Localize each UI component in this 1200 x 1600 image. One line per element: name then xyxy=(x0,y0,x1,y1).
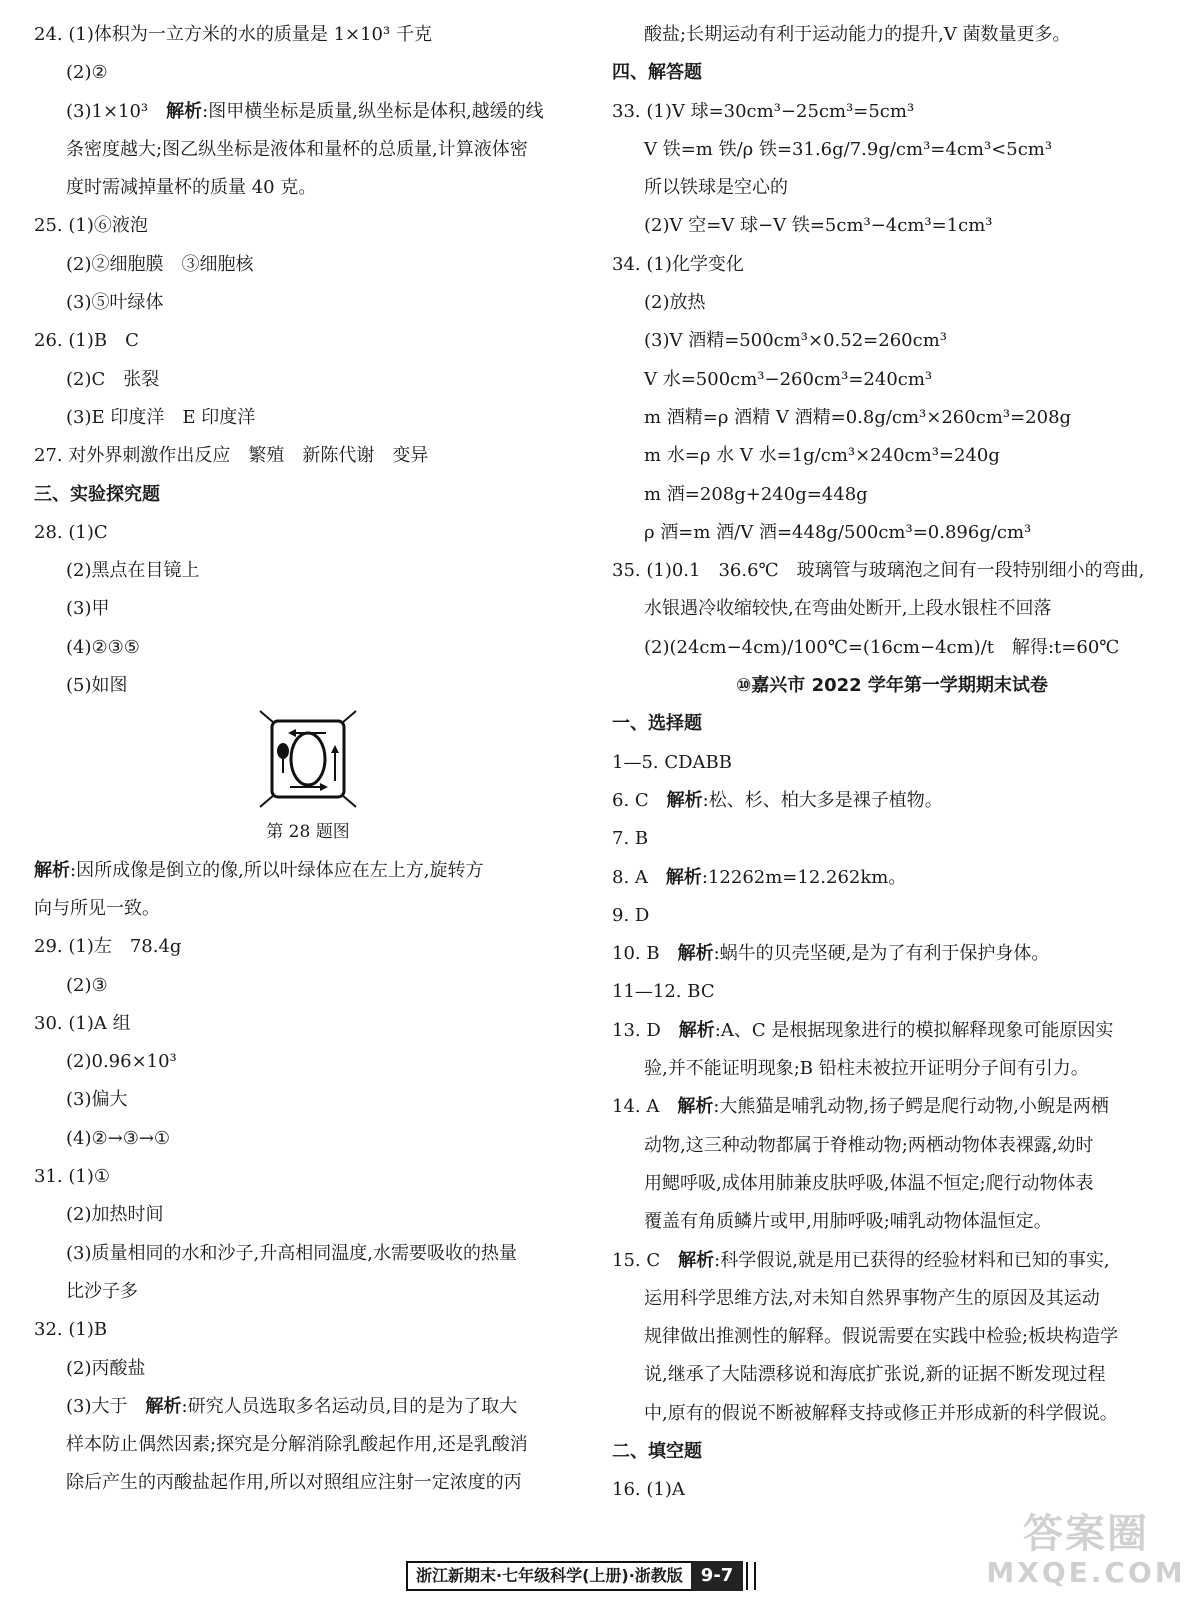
answer-line: (2)③ xyxy=(66,974,108,996)
answer-line: m 酒=208g+240g=448g xyxy=(644,483,868,505)
answer-line: 8. A 解析:12262m=12.262km。 xyxy=(612,866,907,888)
answer-line: 比沙子多 xyxy=(66,1280,138,1302)
answer-line: 13. D 解析:A、C 是根据现象进行的模拟解释现象可能原因实 xyxy=(612,1019,1114,1041)
section-heading: 二、填空题 xyxy=(612,1440,702,1462)
answer-line: (2)丙酸盐 xyxy=(66,1357,146,1379)
right-column xyxy=(612,16,1172,1510)
analysis-label: 解析 xyxy=(678,1249,715,1271)
answer-line: (2)② xyxy=(66,62,108,84)
answer-line: (3)V 酒精=500cm³×0.52=260cm³ xyxy=(644,330,947,352)
answer-line: 7. B xyxy=(612,828,649,850)
watermark-url: MXQE.COM xyxy=(986,1556,1186,1589)
analysis-label: 解析 xyxy=(145,1395,182,1417)
answer-line: 27. 对外界刺激作出反应 繁殖 新陈代谢 变异 xyxy=(34,445,429,467)
analysis-label: 解析 xyxy=(34,859,70,881)
answer-line: 说,继承了大陆漂移说和海底扩张说,新的证据不断发现过程 xyxy=(644,1364,1106,1386)
answer-line: m 酒精=ρ 酒精 V 酒精=0.8g/cm³×260cm³=208g xyxy=(644,406,1072,428)
answer-line: 35. (1)0.1 36.6℃ 玻璃管与玻璃泡之间有一段特别细小的弯曲, xyxy=(612,560,1145,582)
answer-line: (2)黑点在目镜上 xyxy=(66,560,200,582)
answer-line: 样本防止偶然因素;探究是分解消除乳酸起作用,还是乳酸消 xyxy=(66,1434,528,1456)
answer-line: (2)C 张裂 xyxy=(66,368,160,390)
answer-line: (2)加热时间 xyxy=(66,1204,164,1226)
answer-line: (2)放热 xyxy=(644,292,706,314)
footer-decoration xyxy=(746,1562,756,1590)
answer-line: 11—12. BC xyxy=(612,981,715,1003)
answer-line: 所以铁球是空心的 xyxy=(644,177,788,199)
answer-line: (2)(24cm−4cm)/100℃=(16cm−4cm)/t 解得:t=60℃ xyxy=(644,636,1120,658)
analysis-label: 解析 xyxy=(677,1096,714,1118)
answer-line: (3)大于 解析:研究人员选取多名运动员,目的是为了取大 xyxy=(66,1395,518,1417)
section-heading: 四、解答题 xyxy=(612,62,702,84)
answer-line: 条密度越大;图乙纵坐标是液体和量杯的总质量,计算液体密 xyxy=(66,138,528,160)
answer-line: ρ 酒=m 酒/V 酒=448g/500cm³=0.896g/cm³ xyxy=(644,521,1032,543)
answer-line: 33. (1)V 球=30cm³−25cm³=5cm³ xyxy=(612,100,915,122)
watermark-logo-text: 答案圈 xyxy=(1023,1511,1149,1557)
answer-line: 16. (1)A xyxy=(612,1479,685,1501)
answer-line: (4)②③⑤ xyxy=(66,636,140,658)
answer-line: 解析:因所成像是倒立的像,所以叶绿体应在左上方,旋转方 xyxy=(34,859,484,881)
answer-line: 29. (1)左 78.4g xyxy=(34,936,182,958)
analysis-label: 解析 xyxy=(677,943,714,965)
section-heading: 三、实验探究题 xyxy=(34,483,160,505)
answer-line: 26. (1)B C xyxy=(34,330,139,352)
answer-line: 31. (1)① xyxy=(34,1166,110,1188)
answer-line: 规律做出推测性的解释。假说需要在实践中检验;板块构造学 xyxy=(644,1326,1119,1348)
answer-line: (3)质量相同的水和沙子,升高相同温度,水需要吸收的热量 xyxy=(66,1242,517,1264)
answer-line: 向与所见一致。 xyxy=(34,897,160,919)
answer-line: 动物,这三种动物都属于脊椎动物;两栖动物体表裸露,幼时 xyxy=(644,1134,1094,1156)
answer-line: 度时需减掉量杯的质量 40 克。 xyxy=(66,177,317,199)
answer-line: 9. D xyxy=(612,904,650,926)
answer-line: (2)②细胞膜 ③细胞核 xyxy=(66,253,254,275)
left-column xyxy=(34,16,582,1503)
answer-line: (5)如图 xyxy=(66,675,128,697)
analysis-label: 解析 xyxy=(665,866,702,888)
answer-line: 24. (1)体积为一立方米的水的质量是 1×10³ 千克 xyxy=(34,24,432,45)
page-number: 9-7 xyxy=(691,1561,744,1591)
section-heading: 一、选择题 xyxy=(612,713,702,735)
microscope-view-figure xyxy=(34,705,582,813)
answer-line: 验,并不能证明现象;B 铅柱未被拉开证明分子间有引力。 xyxy=(644,1058,1089,1080)
answer-line: (3)偏大 xyxy=(66,1089,128,1111)
answer-line: 用鳃呼吸,成体用肺兼皮肤呼吸,体温不恒定;爬行动物体表 xyxy=(644,1172,1094,1194)
answer-line: 覆盖有角质鳞片或甲,用肺呼吸;哺乳动物体温恒定。 xyxy=(644,1211,1052,1233)
answer-line: 1—5. CDABB xyxy=(612,751,733,773)
answer-line: 中,原有的假说不断被解释支持或修正并形成新的科学假说。 xyxy=(644,1402,1118,1424)
answer-line: (3)⑤叶绿体 xyxy=(66,292,164,314)
answer-line: (4)②→③→① xyxy=(66,1127,171,1149)
answer-line: (2)V 空=V 球−V 铁=5cm³−4cm³=1cm³ xyxy=(644,215,993,237)
answer-line: m 水=ρ 水 V 水=1g/cm³×240cm³=240g xyxy=(644,445,1000,467)
answer-line: (3)甲 xyxy=(66,598,110,620)
footer-book-title: 浙江新期末·七年级科学(上册)·浙教版 xyxy=(406,1561,691,1591)
answer-line: 14. A 解析:大熊猫是哺乳动物,扬子鳄是爬行动物,小鲵是两栖 xyxy=(612,1096,1109,1118)
answer-line: 10. B 解析:蜗牛的贝壳坚硬,是为了有利于保护身体。 xyxy=(612,943,1050,965)
exam-title: ⑩嘉兴市 2022 学年第一学期期末试卷 xyxy=(736,675,1048,697)
microscope-view-diagram xyxy=(258,707,358,811)
answer-line: 28. (1)C xyxy=(34,521,108,543)
answer-line: 32. (1)B xyxy=(34,1319,108,1341)
answer-line: 30. (1)A 组 xyxy=(34,1012,131,1034)
answer-line: V 铁=m 铁/ρ 铁=31.6g/7.9g/cm³=4cm³<5cm³ xyxy=(644,138,1053,160)
answer-line: 运用科学思维方法,对未知自然界事物产生的原因及其运动 xyxy=(644,1287,1100,1309)
page-footer xyxy=(406,1561,756,1591)
analysis-label: 解析 xyxy=(166,100,203,122)
analysis-label: 解析 xyxy=(666,789,703,811)
answer-line: (3)1×10³ 解析:图甲横坐标是质量,纵坐标是体积,越缓的线 xyxy=(66,100,544,122)
answer-line: 34. (1)化学变化 xyxy=(612,253,744,275)
answer-line: (3)E 印度洋 E 印度洋 xyxy=(66,406,256,428)
watermark xyxy=(986,1510,1186,1592)
answer-line: V 水=500cm³−260cm³=240cm³ xyxy=(644,368,933,390)
answer-line: 水银遇冷收缩较快,在弯曲处断开,上段水银柱不回落 xyxy=(644,598,1052,620)
answer-line: 6. C 解析:松、杉、柏大多是裸子植物。 xyxy=(612,789,943,811)
answer-line: (2)0.96×10³ xyxy=(66,1051,177,1073)
answer-line: 除后产生的丙酸盐起作用,所以对照组应注射一定浓度的丙 xyxy=(66,1472,522,1494)
answer-line: 酸盐;长期运动有利于运动能力的提升,V 菌数量更多。 xyxy=(644,24,1071,45)
figure-caption: 第 28 题图 xyxy=(266,822,350,843)
answer-line: 15. C 解析:科学假说,就是用已获得的经验材料和已知的事实, xyxy=(612,1249,1110,1271)
answer-line: 25. (1)⑥液泡 xyxy=(34,215,148,237)
analysis-label: 解析 xyxy=(678,1019,715,1041)
